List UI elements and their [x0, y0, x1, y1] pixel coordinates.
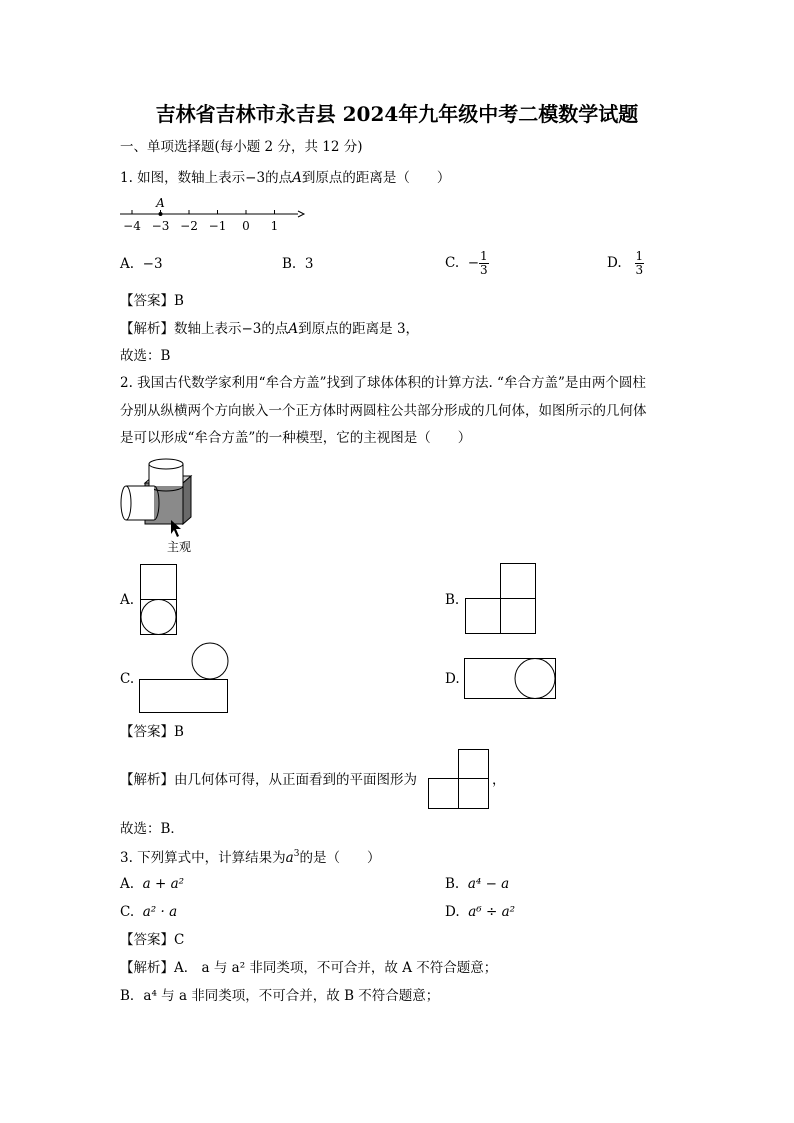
q2-option-c-label: C.	[120, 671, 135, 687]
q3-option-b	[445, 878, 509, 892]
q3-stem-b: 的是（ ）	[299, 850, 381, 866]
q1-option-c-denominator: 3	[480, 263, 488, 277]
q2-analysis-figure	[428, 749, 492, 811]
number-line-tick-label: −3	[151, 219, 170, 233]
q1-stem	[120, 172, 450, 186]
q2-analysis-head: 【解析】	[120, 772, 174, 788]
q1-option-b	[282, 258, 313, 272]
horizontal-cylinder-end	[121, 486, 131, 520]
q2-stem-line3: 是可以形成“牟合方盖”的一种模型，它的主视图是（ ）	[120, 430, 472, 446]
q2-stem-line1: 2. 我国古代数学家利用“牟合方盖”找到了球体体积的计算方法. “牟合方盖”是由两个圆柱	[120, 375, 646, 391]
q3-option-d	[445, 906, 515, 920]
q2-choose: 故选：B．	[120, 821, 184, 837]
q2-answer: 【答案】B	[120, 724, 184, 740]
q3-stem-a: 3. 下列算式中，计算结果为	[120, 850, 286, 866]
q1-stem-num: −3	[245, 170, 266, 186]
q2-option-d-figure	[464, 658, 558, 700]
number-line-tick-label: 0	[242, 219, 250, 233]
q1-stem-a: 1. 如图，数轴上表示	[120, 170, 246, 186]
q2-option-a-figure	[140, 564, 180, 636]
q3-option-c-expr: a² · a	[142, 904, 178, 920]
q1-analysis-num: −3	[241, 321, 262, 337]
q1-option-a	[120, 258, 163, 272]
q1-option-c	[445, 247, 489, 279]
q1-option-c-fraction	[479, 250, 489, 277]
q1-analysis-b: 的点	[261, 321, 289, 337]
q3-option-c-label: C.	[120, 904, 135, 920]
q2-option-d-label: D.	[445, 671, 460, 687]
q1-analysis-c: 到原点的距离是 3，	[298, 321, 420, 337]
q1-analysis-a: 数轴上表示	[174, 321, 242, 337]
q1-option-a-text: −3	[142, 256, 163, 272]
q1-choose: 故选：B	[120, 348, 171, 364]
q3-option-a	[120, 878, 184, 892]
q1-answer: 【答案】B	[120, 293, 184, 309]
q2-option-a-label: A.	[120, 592, 135, 608]
q3-stem-exp: 3	[293, 849, 300, 859]
q1-option-d-label: D.	[607, 255, 622, 271]
q1-analysis-var: A	[288, 321, 299, 337]
q2-option-b-figure	[465, 563, 537, 635]
number-line-point-label: A	[156, 196, 165, 210]
q3-stem	[120, 850, 380, 866]
q1-stem-var: A	[292, 170, 302, 186]
q1-stem-b: 的点	[265, 170, 293, 186]
q3-option-b-label: B.	[445, 876, 460, 892]
number-line-arrow	[298, 211, 304, 217]
section-heading: 一、单项选择题(每小题 2 分，共 12 分)	[120, 139, 363, 155]
q1-analysis-head: 【解析】	[120, 321, 174, 337]
q1-option-a-label: A.	[120, 256, 135, 272]
page-title: 吉林省吉林市永吉县 2024年九年级中考二模数学试题	[155, 102, 639, 126]
number-line-tick-label: −4	[123, 219, 141, 233]
q1-stem-c: 到原点的距离是（ ）	[301, 170, 451, 186]
cube-side-face	[183, 476, 191, 524]
q3-option-d-label: D.	[445, 904, 460, 920]
q1-analysis	[120, 323, 419, 337]
number-line-tick-label: −1	[208, 219, 227, 233]
q1-option-d	[607, 247, 644, 279]
q2-stem-line2: 分别从纵横两个方向嵌入一个正方体时两圆柱公共部分形成的几何体，如图所示的几何体	[120, 403, 647, 419]
front-view-label: 主观	[167, 540, 192, 554]
q1-option-c-label: C.	[445, 255, 460, 271]
q2-option-b-label: B.	[445, 592, 460, 608]
vertical-cylinder-top	[149, 459, 183, 469]
q2-analysis	[120, 774, 417, 788]
q3-answer: 【答案】C	[120, 932, 185, 948]
q3-option-b-expr: a⁴ − a	[467, 876, 510, 892]
q1-option-b-text: 3	[304, 256, 314, 272]
solid-figure	[115, 455, 205, 540]
q3-option-a-label: A.	[120, 876, 135, 892]
q1-option-d-denominator: 3	[635, 263, 644, 277]
q2-option-c-figure	[139, 642, 231, 716]
q3-option-a-expr: a + a²	[142, 876, 185, 892]
q3-analysis-line1: 【解析】A． a 与 a² 非同类项，不可合并，故 A 不符合题意；	[120, 960, 498, 976]
q1-option-d-fraction	[635, 250, 645, 277]
number-line-tick-label: −2	[180, 219, 198, 233]
q2-analysis-text: 由几何体可得，从正面看到的平面图形为	[174, 772, 417, 788]
number-line-tick-label: 1	[270, 219, 279, 233]
q1-option-c-sign: −	[467, 255, 480, 271]
q2-analysis-tail: ，	[492, 772, 506, 788]
number-line-figure	[118, 194, 318, 236]
q3-option-d-expr: a⁶ ÷ a²	[468, 904, 516, 920]
q1-option-c-numerator: 1	[480, 249, 488, 263]
q1-option-d-numerator: 1	[635, 249, 644, 263]
q3-analysis-line2: B．a⁴ 与 a 非同类项，不可合并，故 B 不符合题意；	[120, 988, 440, 1004]
q1-option-b-label: B.	[282, 256, 297, 272]
number-line-point	[159, 212, 163, 216]
q3-option-c	[120, 906, 177, 920]
q3-stem-var: a	[285, 850, 294, 866]
